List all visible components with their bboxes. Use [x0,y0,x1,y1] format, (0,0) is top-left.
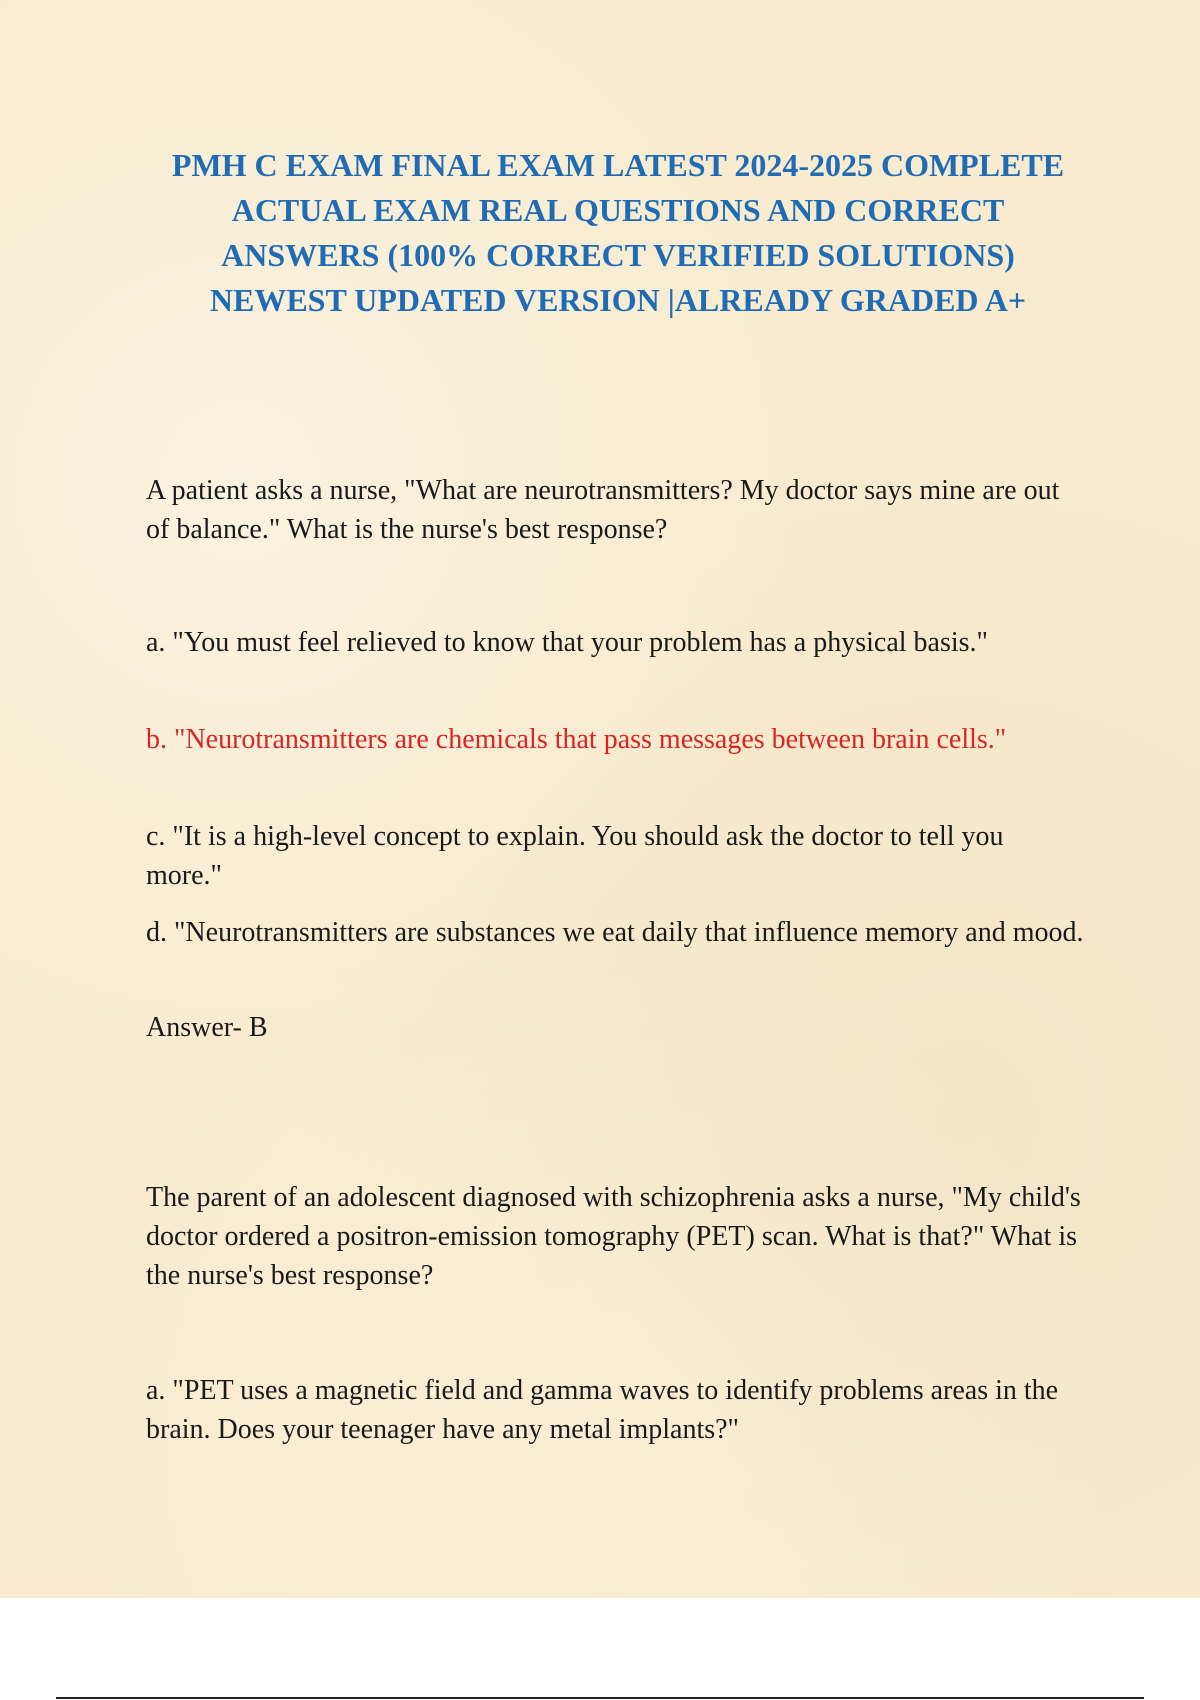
question-1-option-b-correct: b. "Neurotransmitters are chemicals that pass messages between brain cells." [146,724,1007,755]
footer-divider [56,1697,1144,1699]
question-1-option-a: a. "You must feel relieved to know that your problem has a physical basis." [146,627,988,658]
question-2-stem: The parent of an adolescent diagnosed with schizophrenia asks a nurse, "My child's doctor ordered a positron-emission tomography (PET) scan. What is that?" What is the nurse's best response? [146,1182,1081,1291]
document-title: PMH C EXAM FINAL EXAM LATEST 2024-2025 COMPLETE ACTUAL EXAM REAL QUESTIONS AND CORRECT ANSWERS (100% CORRECT VERIFIED SOLUTIONS) NEWEST UPDATED VERSION |ALREADY GRADED A+ [171,147,1065,318]
question-2-option-a: a. "PET uses a magnetic field and gamma waves to identify problems areas in the brain. Does your teenager have any metal implants?" [146,1375,1059,1445]
question-1-answer: Answer- B [146,1012,268,1043]
question-1-option-c: c. "It is a high-level concept to explain. You should ask the doctor to tell you more." [146,821,1004,891]
question-1-option-d: d. "Neurotransmitters are substances we eat daily that influence memory and mood. [146,917,1084,948]
question-1-stem: A patient asks a nurse, "What are neurotransmitters? My doctor says mine are out of balance." What is the nurse's best response? [146,475,1060,545]
page-footer [0,1598,1200,1700]
